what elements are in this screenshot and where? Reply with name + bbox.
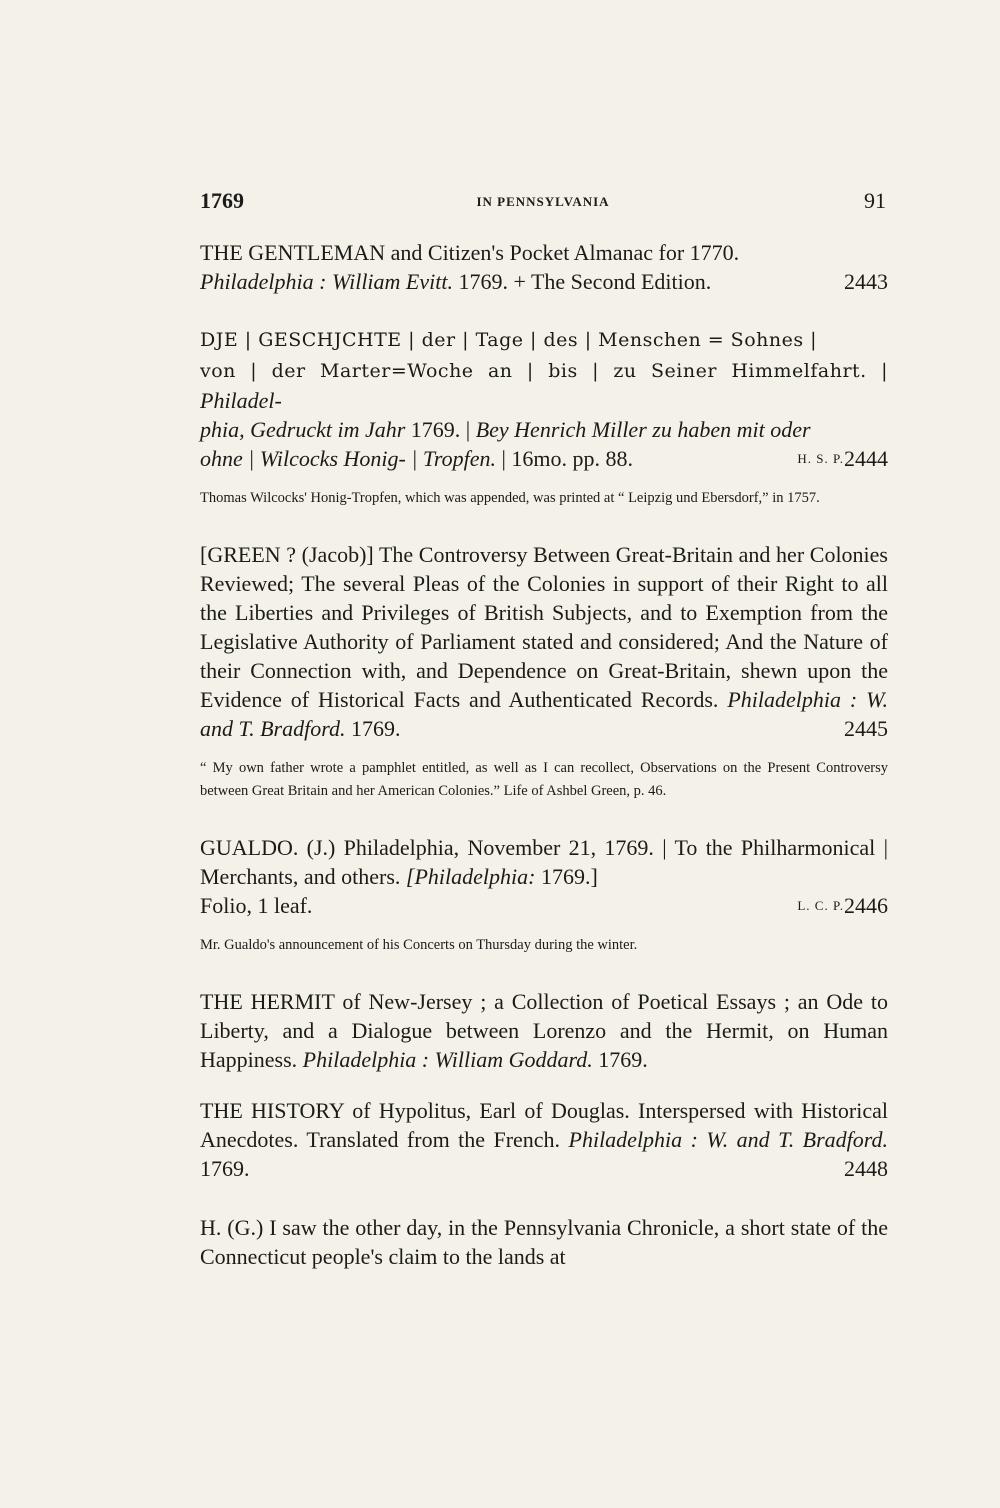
entry-imprint-line: Philadelphia : William Evitt. 1769. + The Second Edition. 2443 <box>200 269 888 294</box>
entry-note-2445: “ My own father wrote a pamphlet entitled, as well as I can recollect, Observations on the Present Controversy between Great Britain and her American Colonies.” Life of Ashbel Green, p. 46. <box>200 760 888 799</box>
entry-number: 2448 <box>844 1156 888 1181</box>
entry-2443 <box>200 238 888 296</box>
library-code: H. S. P. <box>797 451 844 466</box>
entry-2446: GUALDO. (J.) Philadelphia, November 21, 1769. | To the Philharmonical | Merchants, and others. [Philadelphia: 1769.] Folio, 1 leaf. 2446 L. C. P. <box>200 835 888 918</box>
entry-2445: [GREEN ? (Jacob)] The Controversy Between Great-Britain and her Colonies Reviewed; The several Pleas of the Colonies in support of their Right to all the Liberties and Privileges of British Subjects, and to Exemption from the Legislative Authority of Parliament stated and considered; And the Nature of their Connection with, and Dependence on Great-Britain, shewn upon the Evidence of Historical Facts and Authenticated Records. Philadelphia : W. and T. Bradford. 1769. 2445 <box>200 542 888 741</box>
entry-2448: THE HISTORY of Hypolitus, Earl of Douglas. Interspersed with Historical Anecdotes. Translated from the French. Philadelphia : W. and T. Bradford. 1769. 2448 <box>200 1098 889 1181</box>
entry-2447: THE HERMIT of New-Jersey ; a Collection of Poetical Essays ; an Ode to Liberty, and a Dialogue between Lorenzo and the Hermit, on Human Happiness. Philadelphia : William Goddard. 1769. <box>200 989 888 1072</box>
entry-text: THE GENTLEMAN and Citizen's Pocket Almanac for 1770. <box>200 240 740 265</box>
running-header <box>200 188 886 218</box>
fraktur-title-2: von | der Marter=Woche an | bis | zu Seiner Himmelfahrt. | <box>200 360 888 382</box>
entry-2444: DJE | GESCHJCHTE | der | Tage | des | Menschen = Sohnes | von | der Marter=Woche an | bis | zu Seiner Himmelfahrt. | Philadel- phia, Gedruckt im Jahr 1769. | Bey Henrich Miller zu haben mit oder ohne | Wilcocks Honig- | Tropfen. | 16mo. pp. 88. 2444 H. S. P. <box>200 326 888 473</box>
entry-note-2446: Mr. Gualdo's announcement of his Concerts on Thursday during the winter. <box>200 937 638 953</box>
header-title: IN PENNSYLVANIA <box>476 194 610 209</box>
header-year: 1769 <box>200 188 244 213</box>
entry-number: 2444 <box>844 446 888 471</box>
entry-number: 2446 <box>844 893 888 918</box>
library-code: L. C. P. <box>797 898 844 913</box>
fraktur-title-1: DJE | GESCHJCHTE | der | Tage | des | Menschen = Sohnes | <box>200 329 818 351</box>
page-body <box>200 238 888 1271</box>
entry-note-2444: Thomas Wilcocks' Honig-Tropfen, which was appended, was printed at “ Leipzig und Ebersdorf,” in 1757. <box>200 490 820 506</box>
entry-number: 2445 <box>844 716 888 741</box>
entry-number: 2443 <box>844 269 888 294</box>
entry-2449: H. (G.) I saw the other day, in the Pennsylvania Chronicle, a short state of the Connecticut people's claim to the lands at <box>200 1215 888 1269</box>
page-number: 91 <box>864 188 886 213</box>
